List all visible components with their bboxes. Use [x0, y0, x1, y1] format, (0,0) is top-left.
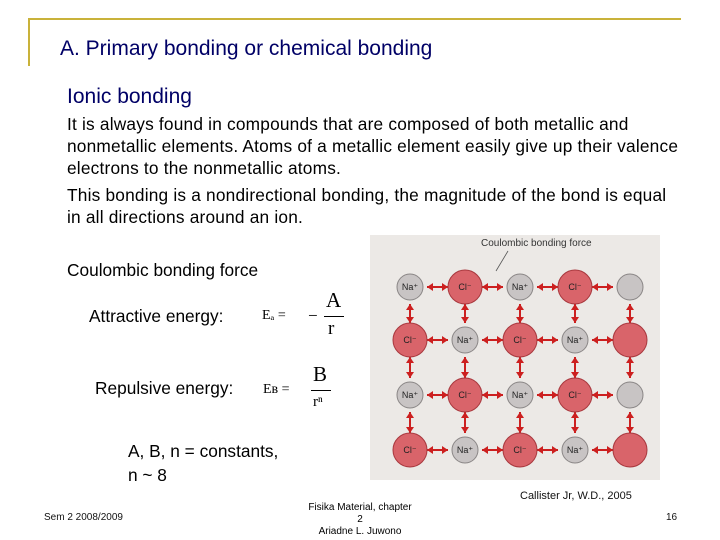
arrow-head — [626, 357, 634, 363]
eq-attractive-fraction-bar — [324, 316, 344, 317]
arrow-head — [497, 336, 503, 344]
arrow-head — [626, 372, 634, 378]
arrow-head — [442, 446, 448, 454]
attractive-energy-label: Attractive energy: — [89, 306, 224, 326]
footer-author: Ariadne L. Juwono — [318, 526, 402, 537]
arrow-head — [427, 391, 433, 399]
arrow-head — [516, 412, 524, 418]
footer-citation: Callister Jr, W.D., 2005 — [520, 490, 632, 502]
arrow-head — [592, 336, 598, 344]
arrow-head — [482, 283, 488, 291]
paragraph-ionic-definition: It is always found in compounds that are composed of both metallic and nonmetallic elements. Atoms of a metallic element easily give up their valence electrons to the nonmetallic atoms. — [67, 114, 679, 178]
sodium-ion — [617, 274, 643, 300]
ion-label: Cl⁻ — [513, 445, 527, 455]
arrow-head — [516, 427, 524, 433]
ion-label: Cl⁻ — [458, 390, 472, 400]
arrow-head — [537, 283, 543, 291]
arrow-head — [482, 446, 488, 454]
arrow-head — [607, 283, 613, 291]
arrow-head — [607, 391, 613, 399]
arrow-head — [571, 317, 579, 323]
arrow-head — [552, 391, 558, 399]
arrow-head — [461, 357, 469, 363]
arrow-head — [626, 427, 634, 433]
arrow-head — [427, 336, 433, 344]
footer-center — [305, 502, 415, 538]
ion-label: Na⁺ — [511, 390, 529, 400]
arrow-head — [406, 357, 414, 363]
eq-attractive-numerator: A — [326, 288, 342, 312]
ion-label: Na⁺ — [401, 390, 419, 400]
arrow-head — [626, 412, 634, 418]
arrow-head — [552, 283, 558, 291]
arrow-head — [406, 427, 414, 433]
ion-label: Na⁺ — [511, 282, 529, 292]
eq-attractive-lhs: Eₐ = — [262, 308, 286, 323]
arrow-head — [461, 427, 469, 433]
arrow-head — [442, 336, 448, 344]
arrow-head — [537, 336, 543, 344]
repulsive-energy-equation — [263, 362, 343, 422]
frame-top-line — [28, 18, 681, 20]
eq-repulsive-denominator: rⁿ — [313, 394, 323, 410]
ion-label: Cl⁻ — [403, 445, 417, 455]
arrow-head — [571, 427, 579, 433]
ion-label: Cl⁻ — [568, 390, 582, 400]
arrow-head — [607, 446, 613, 454]
arrow-head — [571, 412, 579, 418]
ion-label: Na⁺ — [456, 445, 474, 455]
arrow-head — [607, 336, 613, 344]
paragraph-nondirectional: This bonding is a nondirectional bonding, the magnitude of the bond is equal in all directions around an ion. — [67, 185, 667, 227]
footer-course: Fisika Material, chapter 2 — [308, 502, 412, 525]
arrow-head — [406, 372, 414, 378]
figure-caption: Coulombic bonding force — [481, 238, 592, 249]
coulombic-force-figure — [370, 235, 660, 480]
ion-label: Na⁺ — [566, 445, 584, 455]
arrow-head — [461, 304, 469, 310]
arrow-head — [406, 412, 414, 418]
frame-left-line — [28, 18, 30, 66]
arrow-head — [427, 283, 433, 291]
arrow-head — [497, 283, 503, 291]
arrow-head — [482, 336, 488, 344]
arrow-head — [406, 317, 414, 323]
arrow-head — [516, 372, 524, 378]
arrow-head — [552, 446, 558, 454]
eq-attractive-minus: − — [308, 306, 318, 325]
arrow-head — [592, 283, 598, 291]
arrow-head — [592, 391, 598, 399]
ion-label: Cl⁻ — [403, 335, 417, 345]
arrow-head — [552, 336, 558, 344]
arrow-head — [516, 317, 524, 323]
ion-label: Cl⁻ — [458, 282, 472, 292]
coulombic-label: Coulombic bonding force — [67, 260, 259, 280]
arrow-head — [516, 357, 524, 363]
ion-label: Na⁺ — [566, 335, 584, 345]
ion-label: Cl⁻ — [568, 282, 582, 292]
ion-label: Na⁺ — [401, 282, 419, 292]
caption-pointer-line — [496, 251, 508, 271]
eq-repulsive-lhs: Eʙ = — [263, 382, 290, 397]
attractive-energy-equation — [262, 288, 342, 348]
arrow-head — [482, 391, 488, 399]
section-heading: Ionic bonding — [67, 85, 192, 108]
arrow-head — [461, 317, 469, 323]
chloride-ion — [613, 323, 647, 357]
arrow-head — [592, 446, 598, 454]
arrow-head — [537, 446, 543, 454]
constants-line-1: A, B, n = constants, — [128, 441, 279, 461]
ion-label: Na⁺ — [456, 335, 474, 345]
arrow-head — [571, 304, 579, 310]
arrow-head — [516, 304, 524, 310]
repulsive-energy-label: Repulsive energy: — [95, 378, 234, 398]
arrow-head — [442, 283, 448, 291]
eq-attractive-denominator: r — [328, 318, 335, 339]
arrow-head — [626, 304, 634, 310]
arrow-head — [571, 372, 579, 378]
arrow-head — [497, 446, 503, 454]
constants-line-2: n ~ 8 — [128, 465, 167, 485]
arrow-head — [461, 372, 469, 378]
arrow-head — [571, 357, 579, 363]
arrow-head — [497, 391, 503, 399]
arrow-head — [537, 391, 543, 399]
eq-repulsive-fraction-bar — [311, 390, 331, 391]
ion-label: Cl⁻ — [513, 335, 527, 345]
arrow-head — [406, 304, 414, 310]
arrow-head — [442, 391, 448, 399]
arrow-head — [626, 317, 634, 323]
arrow-head — [461, 412, 469, 418]
arrow-head — [427, 446, 433, 454]
chloride-ion — [613, 433, 647, 467]
eq-repulsive-numerator: B — [313, 362, 328, 386]
sodium-ion — [617, 382, 643, 408]
ion-lattice-diagram — [370, 235, 660, 480]
footer-page-number: 16 — [666, 512, 678, 523]
slide-title: A. Primary bonding or chemical bonding — [60, 37, 433, 60]
footer-semester: Sem 2 2008/2009 — [44, 512, 123, 523]
